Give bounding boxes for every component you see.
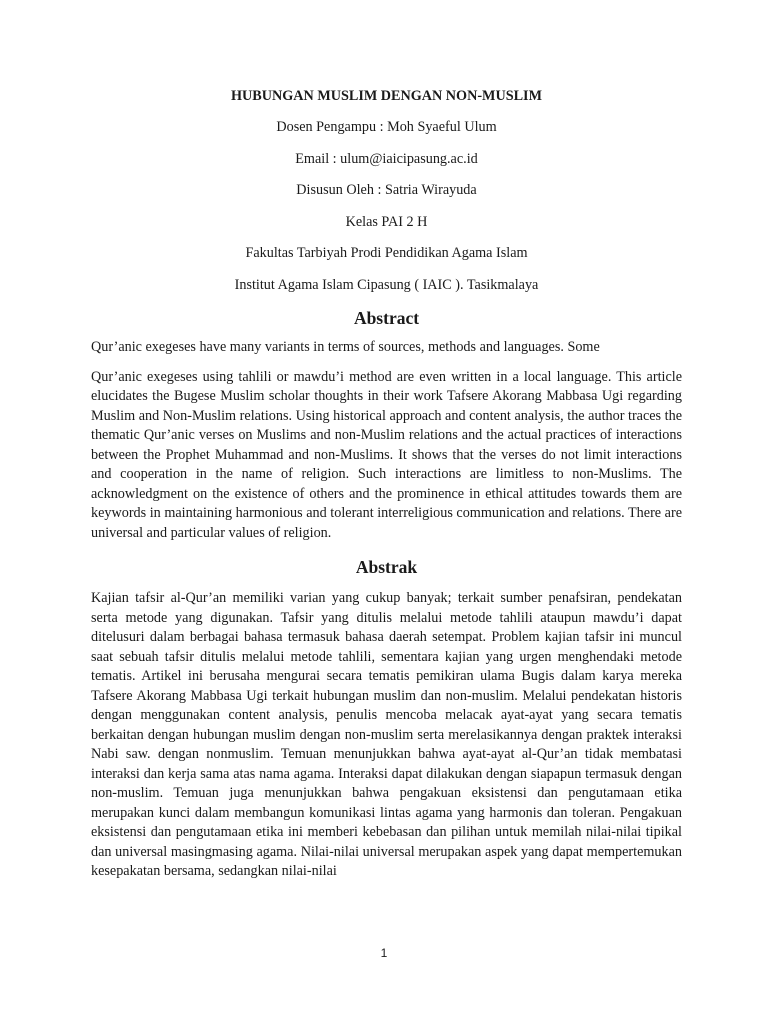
page-number: 1	[380, 946, 388, 960]
author-line: Disusun Oleh : Satria Wirayuda	[296, 182, 477, 198]
class-line: Kelas PAI 2 H	[345, 213, 428, 230]
abstract-paragraph-2: Qur’anic exegeses using tahlili or mawdu’i method are even written in a local language. This article elucidates the Bugese Muslim scholar thoughts in their work Tafsere Akorang Mabbasa Ugi regarding Muslim and Non-Muslim relations. Using historical approach and content analysis, the author traces the thematic Qur’anic verses on Muslims and non-Muslim relations and the actual practices of interactions between the Prophet Muhammad and non-Muslims. It shows that the verses do not limit interactions and cooperation in the name of religion. Such interactions are limitless to non-Muslims. The acknowledgment on the existence of others and the prominence in ethical attitudes towards them are keywords in maintaining harmonious and tolerant interreligious communication and relations. There are universal and particular values of religion.	[91, 368, 682, 541]
email-line: Email : ulum@iaicipasung.ac.id	[295, 150, 478, 167]
abstrak-heading: Abstrak	[355, 557, 418, 577]
abstract-paragraph-1: Qur’anic exegeses have many variants in terms of sources, methods and languages. Some	[91, 339, 600, 355]
faculty-line: Fakultas Tarbiyah Prodi Pendidikan Agama Islam	[245, 245, 528, 261]
lecturer-line: Dosen Pengampu : Moh Syaeful Ulum	[276, 119, 497, 135]
document-title: HUBUNGAN MUSLIM DENGAN NON-MUSLIM	[231, 88, 542, 104]
document-header	[91, 0, 682, 296]
abstrak-paragraph: Kajian tafsir al-Qur’an memiliki varian yang cukup banyak; terkait sumber penafsiran, pendekatan serta metode yang digunakan. Tafsir yang ditulis melalui metode tahlili ataupun mawdu’i dapat ditelusuri dalam berbagai bahasa termasuk bahasa daerah setempat. Problem kajian tafsir ini muncul saat sebuah tafsir ditulis melalui metode tahlili, sementara kajian yang urgen menghendaki metode tematis. Artikel ini berusaha mengurai secara tematis pemikiran ulama Bugis dalam karya mereka Tafsere Akorang Mabbasa Ugi terkait hubungan muslim dan non-muslim. Melalui pendekatan historis dengan menggunakan content analysis, penulis mencoba melacak ayat-ayat yang secara tematis berkaitan dengan hubungan muslim dengan non-muslim serta merelasikannya dengan praktek interaksi Nabi saw. dengan nonmuslim. Temuan menunjukkan bahwa ayat-ayat al-Qur’an tidak membatasi interaksi dan kerja sama atas nama agama. Interaksi dapat dilakukan dengan siapapun termasuk dengan non-muslim. Temuan juga menunjukkan bahwa pengakuan eksistensi dan pengutamaan etika merupakan kunci dalam membangun komunikasi lintas agama yang harmonis dan toleran. Pengakuan eksistensi dan pengutamaan etika ini memberi kebebasan dan pilihan untuk memilah nilai-nilai tipikal dan universal masingmasing agama. Nilai-nilai universal merupakan aspek yang dapat mempertemukan kesepakatan bersama, sedangkan nilai-nilai	[91, 590, 682, 879]
institute-line: Institut Agama Islam Cipasung ( IAIC ). Tasikmalaya	[234, 276, 539, 293]
abstract-heading: Abstract	[353, 308, 420, 328]
